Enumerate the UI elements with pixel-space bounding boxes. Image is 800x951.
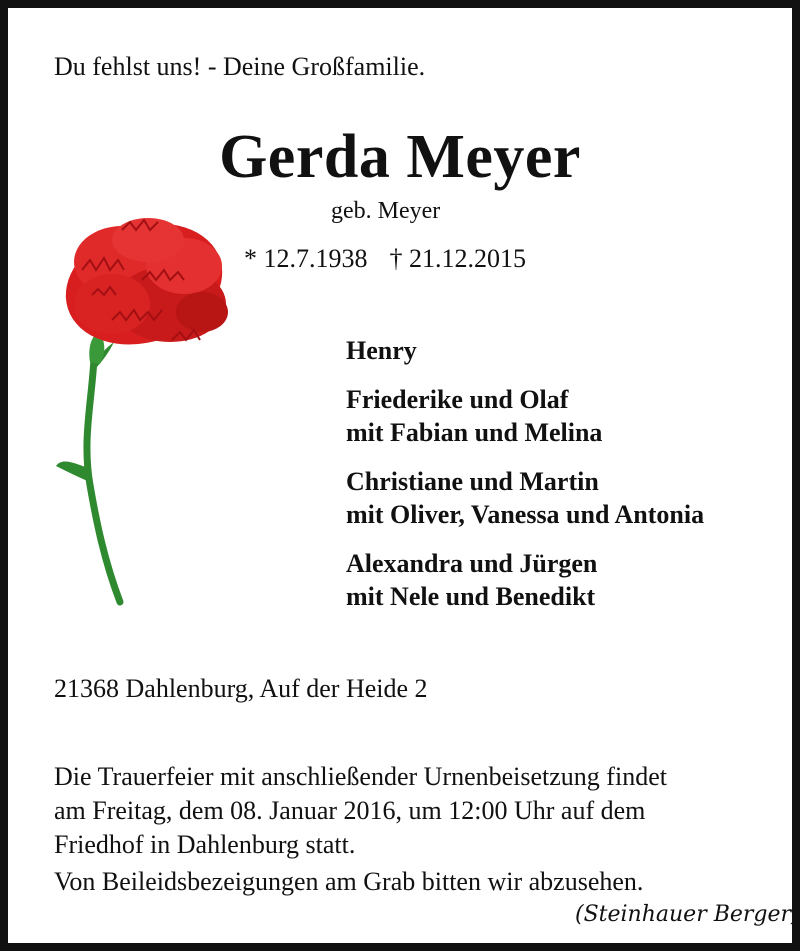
mourner-line: Friederike und Olaf	[346, 385, 569, 414]
notice-line: Die Trauerfeier mit anschließender Urnenbeisetzung findet	[54, 762, 667, 791]
undertaker-signature: (Steinhauer Berger)	[575, 902, 800, 927]
mourners-list	[346, 334, 704, 629]
notice-line: Friedhof in Dahlenburg statt.	[54, 830, 356, 859]
flower-stem	[87, 358, 120, 602]
mourner-line: Christiane und Martin	[346, 467, 599, 496]
funeral-notice	[54, 760, 754, 862]
deceased-name: Gerda Meyer	[219, 123, 581, 191]
carnation-illustration	[52, 200, 242, 610]
condolence-request: Von Beileidsbezeigungen am Grab bitten wir abzusehen.	[54, 867, 644, 896]
birth-date: * 12.7.1938	[244, 244, 368, 273]
notice-line: am Freitag, dem 08. Januar 2016, um 12:00 Uhr auf dem	[54, 796, 646, 825]
mourner-line: mit Nele und Benedikt	[346, 582, 596, 611]
mourner-group	[346, 334, 704, 367]
intro-text: Du fehlst uns! - Deine Großfamilie.	[54, 52, 426, 81]
mourner-line: mit Oliver, Vanessa und Antonia	[346, 500, 705, 529]
mourner-group	[346, 547, 704, 613]
death-date: † 21.12.2015	[389, 244, 526, 273]
mourner-line: mit Fabian und Melina	[346, 418, 603, 447]
mourner-line: Alexandra und Jürgen	[346, 549, 598, 578]
mourner-group	[346, 383, 704, 449]
mourner-line: Henry	[346, 336, 417, 365]
birth-name: geb. Meyer	[331, 198, 441, 224]
family-address: 21368 Dahlenburg, Auf der Heide 2	[54, 674, 428, 703]
life-dates	[244, 244, 526, 274]
flower-bloom	[52, 204, 238, 364]
mourner-group	[346, 465, 704, 531]
